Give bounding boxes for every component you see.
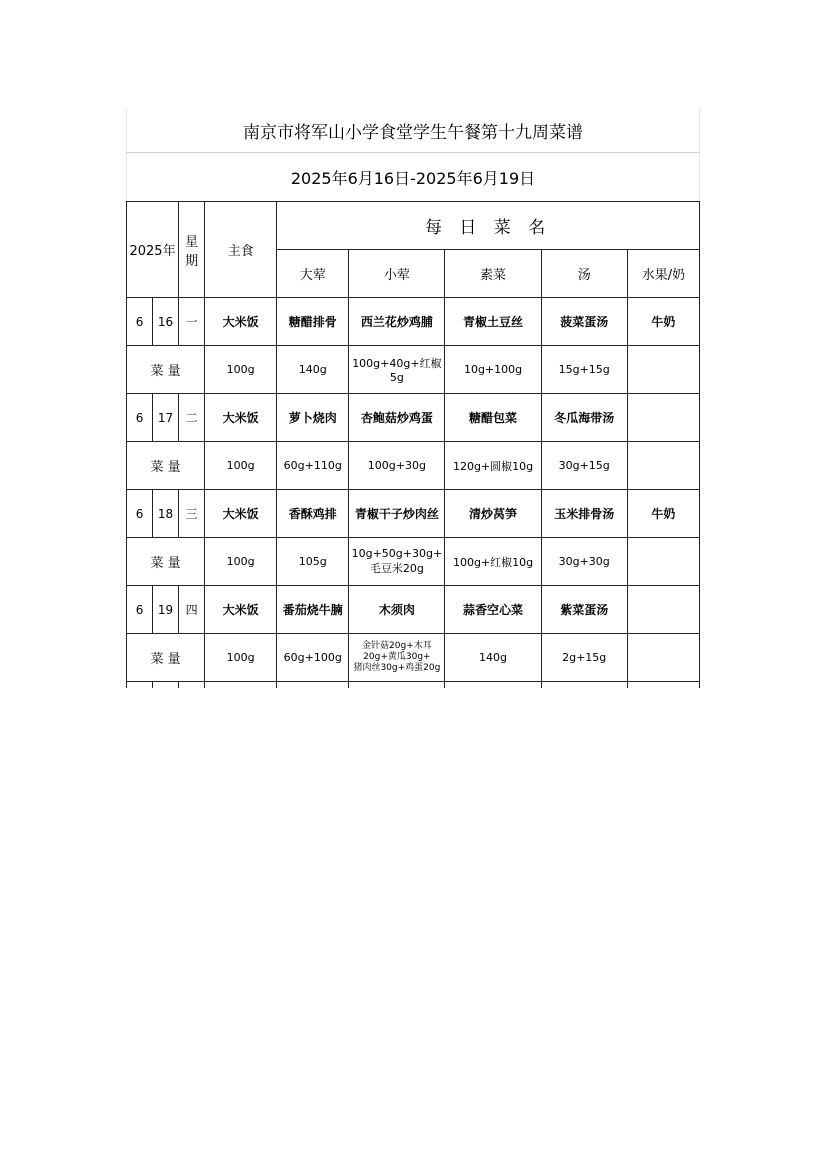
qty-small-meat: 100g+30g — [349, 442, 445, 490]
qty-small-meat — [349, 634, 445, 682]
big-meat-cell: 糖醋排骨 — [277, 298, 349, 346]
fruit-cell: 牛奶 — [627, 490, 699, 538]
soup-cell: 紫菜蛋汤 — [541, 586, 627, 634]
small-meat-cell: 西兰花炒鸡脯 — [349, 298, 445, 346]
big-meat-cell: 香酥鸡排 — [277, 490, 349, 538]
qty-soup: 2g+15g — [541, 634, 627, 682]
table-row — [127, 538, 700, 586]
qty-big-meat: 60g+110g — [277, 442, 349, 490]
soup-cell: 菠菜蛋汤 — [541, 298, 627, 346]
fruit-cell — [627, 394, 699, 442]
qty-staple: 100g — [205, 442, 277, 490]
staple-cell: 大米饭 — [205, 586, 277, 634]
qty-vegetable: 140g — [445, 634, 541, 682]
staple-cell: 大米饭 — [205, 298, 277, 346]
qty-small-meat-line-2: 猪肉丝30g+鸡蛋20g — [353, 663, 441, 673]
header-vegetable: 素菜 — [445, 250, 541, 298]
table-row-trailing — [127, 682, 700, 689]
qty-small-meat — [349, 538, 445, 586]
weekday-cell: 四 — [179, 586, 205, 634]
qty-vegetable: 120g+圆椒10g — [445, 442, 541, 490]
vegetable-cell: 青椒土豆丝 — [445, 298, 541, 346]
table-row — [127, 298, 700, 346]
qty-big-meat: 105g — [277, 538, 349, 586]
qty-fruit — [627, 346, 699, 394]
qty-small-meat-line-1: 10g+50g+30g+ — [351, 547, 443, 560]
qty-vegetable: 100g+红椒10g — [445, 538, 541, 586]
table-row — [127, 586, 700, 634]
table-row — [127, 394, 700, 442]
qty-staple: 100g — [205, 346, 277, 394]
month-cell: 6 — [127, 586, 153, 634]
qty-staple: 100g — [205, 538, 277, 586]
header-staple: 主食 — [205, 202, 277, 298]
vegetable-cell: 清炒莴笋 — [445, 490, 541, 538]
menu-table — [126, 201, 700, 688]
weekday-cell: 三 — [179, 490, 205, 538]
qty-soup: 15g+15g — [541, 346, 627, 394]
soup-cell: 玉米排骨汤 — [541, 490, 627, 538]
month-cell: 6 — [127, 490, 153, 538]
qty-fruit — [627, 634, 699, 682]
day-cell: 17 — [153, 394, 179, 442]
vegetable-cell: 蒜香空心菜 — [445, 586, 541, 634]
staple-cell: 大米饭 — [205, 490, 277, 538]
big-meat-cell: 番茄烧牛腩 — [277, 586, 349, 634]
fruit-cell: 牛奶 — [627, 298, 699, 346]
qty-label: 菜 量 — [127, 442, 205, 490]
staple-cell: 大米饭 — [205, 394, 277, 442]
small-meat-cell: 木须肉 — [349, 586, 445, 634]
vegetable-cell: 糖醋包菜 — [445, 394, 541, 442]
header-soup: 汤 — [541, 250, 627, 298]
small-meat-cell: 青椒干子炒肉丝 — [349, 490, 445, 538]
small-meat-cell: 杏鲍菇炒鸡蛋 — [349, 394, 445, 442]
day-cell: 18 — [153, 490, 179, 538]
qty-staple: 100g — [205, 634, 277, 682]
header-big-meat: 大荤 — [277, 250, 349, 298]
soup-cell: 冬瓜海带汤 — [541, 394, 627, 442]
header-fruit-milk: 水果/奶 — [627, 250, 699, 298]
month-cell: 6 — [127, 394, 153, 442]
fruit-cell — [627, 586, 699, 634]
qty-fruit — [627, 538, 699, 586]
weekday-cell: 一 — [179, 298, 205, 346]
qty-small-meat-line-2: 毛豆米20g — [369, 562, 424, 575]
qty-big-meat: 140g — [277, 346, 349, 394]
qty-vegetable: 10g+100g — [445, 346, 541, 394]
menu-sheet — [126, 108, 700, 688]
day-cell: 16 — [153, 298, 179, 346]
qty-big-meat: 60g+100g — [277, 634, 349, 682]
qty-small-meat: 100g+40g+红椒5g — [349, 346, 445, 394]
qty-small-meat-line-1: 金针菇20g+木耳20g+黄瓜30g+ — [362, 641, 432, 662]
big-meat-cell: 萝卜烧肉 — [277, 394, 349, 442]
qty-fruit — [627, 442, 699, 490]
table-row — [127, 634, 700, 682]
table-row — [127, 346, 700, 394]
month-cell: 6 — [127, 298, 153, 346]
qty-label: 菜 量 — [127, 634, 205, 682]
table-row — [127, 442, 700, 490]
date-range: 2025年6月16日-2025年6月19日 — [126, 153, 700, 201]
header-small-meat: 小荤 — [349, 250, 445, 298]
table-row — [127, 490, 700, 538]
header-weekday: 星期 — [179, 202, 205, 298]
qty-soup: 30g+15g — [541, 442, 627, 490]
header-year: 2025年 — [127, 202, 179, 298]
qty-label: 菜 量 — [127, 538, 205, 586]
day-cell: 19 — [153, 586, 179, 634]
header-daily-dishes: 每 日 菜 名 — [277, 202, 700, 250]
weekday-cell: 二 — [179, 394, 205, 442]
qty-soup: 30g+30g — [541, 538, 627, 586]
qty-label: 菜 量 — [127, 346, 205, 394]
page-title: 南京市将军山小学食堂学生午餐第十九周菜谱 — [126, 108, 700, 153]
